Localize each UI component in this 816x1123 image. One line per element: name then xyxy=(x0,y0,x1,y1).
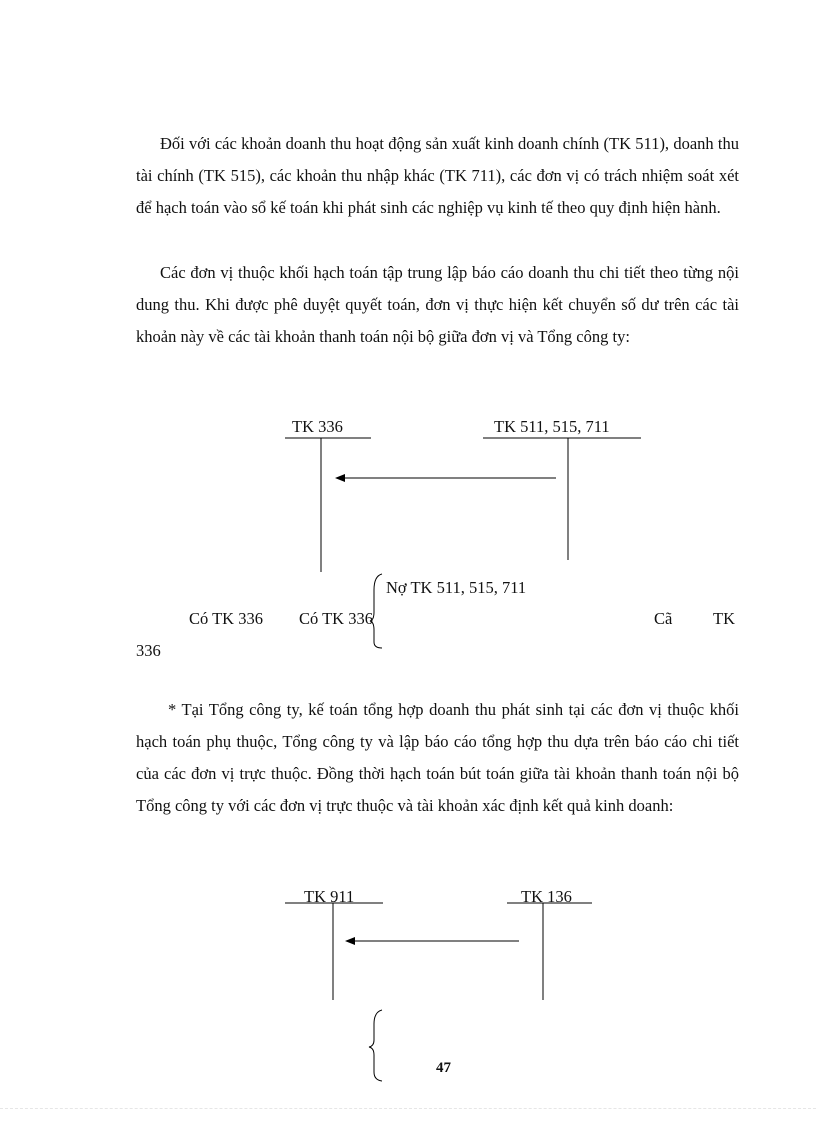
stray-text-tk: TK xyxy=(713,609,735,628)
account-label-tk136: TK 136 xyxy=(521,887,572,906)
paragraph-centralized-units: Các đơn vị thuộc khối hạch toán tập trung lập báo cáo doanh thu chi tiết theo từng nội dung thu. Khi được phê duyệt quyết toán, đơn vị thực hiện kết chuyển số dư trên các tài khoản này về các tài khoản thanh toán nội bộ giữa đơn vị và Tổng công ty: xyxy=(136,263,739,346)
page-bottom-border xyxy=(0,1108,816,1109)
arrow-head-icon-2 xyxy=(345,937,355,945)
paragraph-head-office: * Tại Tổng công ty, kế toán tổng hợp doanh thu phát sinh tại các đơn vị thuộc khối hạch toán phụ thuộc, Tổng công ty và lập báo cáo tổng hợp thu dựa trên báo cáo chi tiết của các đơn vị trực thuộc. Đồng thời hạch toán bút toán giữa tài khoản thanh toán nội bộ Tổng công ty với các đơn vị trực thuộc và tài khoản xác định kết quả kinh doanh: xyxy=(136,700,739,815)
page-number: 47 xyxy=(436,1060,451,1076)
brace-icon-2 xyxy=(369,1010,382,1081)
entry-credit-label-1: Có TK 336 xyxy=(189,609,263,628)
entry-debit-label: Nợ TK 511, 515, 711 xyxy=(386,578,527,597)
stray-text-ca: Cã xyxy=(654,609,673,628)
stray-text-336: 336 xyxy=(136,641,161,660)
paragraph-revenue-accounts: Đối với các khoản doanh thu hoạt động sản xuất kinh doanh chính (TK 511), doanh thu tài chính (TK 515), các khoản thu nhập khác (TK 711), các đơn vị có trách nhiệm soát xét để hạch toán vào sổ kế toán khi phát sinh các nghiệp vụ kinh tế theo quy định hiện hành. xyxy=(136,134,739,217)
account-label-tk511-515-711: TK 511, 515, 711 xyxy=(494,417,610,436)
account-label-tk911: TK 911 xyxy=(304,887,355,906)
entry-credit-label-2: Có TK 336 xyxy=(299,609,373,628)
account-label-tk336: TK 336 xyxy=(292,417,343,436)
